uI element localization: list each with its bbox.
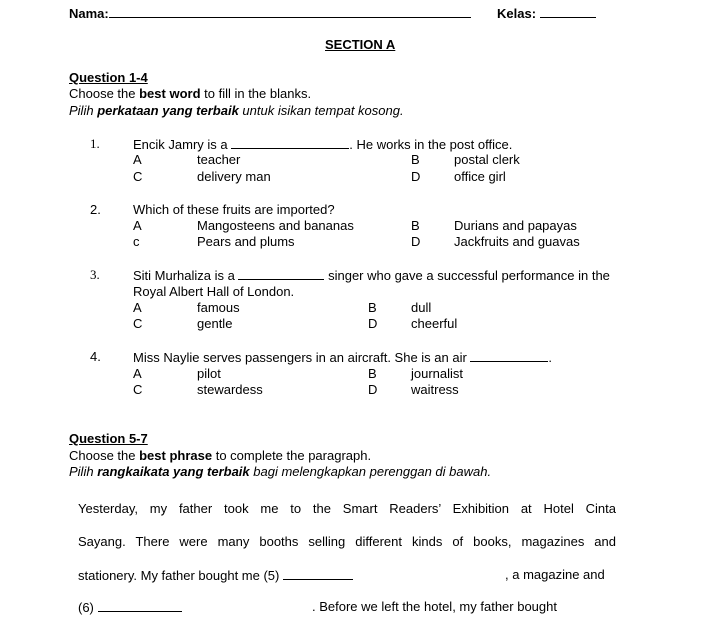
q2-option-b-letter: B <box>411 218 420 233</box>
q3-stem-post: singer who gave a successful performance in the <box>324 268 610 283</box>
section-title: SECTION A <box>325 37 396 52</box>
paragraph-line-3 <box>78 567 353 584</box>
q4-blank <box>470 349 548 362</box>
name-blank <box>109 5 471 18</box>
paragraph-line-1 <box>78 501 616 517</box>
q1-4-instruction-en <box>69 86 311 102</box>
blank-6 <box>98 599 182 612</box>
q3-stem-pre: Siti Murhaliza is a <box>133 268 239 283</box>
q2-option-a-text: Mangosteens and bananas <box>197 218 354 233</box>
q4-option-d-letter: D <box>368 382 378 397</box>
instr-ms-pre: Pilih <box>69 103 98 118</box>
q3-option-d-text: cheerful <box>411 316 458 331</box>
q5-7-instr-en-post: to complete the paragraph. <box>212 448 372 463</box>
q4-option-b-letter: B <box>368 366 377 381</box>
paragraph-line-2-text: Sayang. There were many booths selling different kinds of books, magazines and <box>78 534 616 549</box>
q1-option-d-text: office girl <box>454 169 506 184</box>
q2-option-c-text: Pears and plums <box>197 234 295 249</box>
question-3-number: 3. <box>90 267 100 282</box>
q5-7-instr-ms-pre: Pilih <box>69 464 98 479</box>
paragraph-line-4-pre: (6) <box>78 600 98 615</box>
q4-option-a-letter: A <box>133 366 142 381</box>
q5-7-instr-en-pre: Choose the <box>69 448 140 463</box>
question-1-number: 1. <box>90 136 100 151</box>
question-4-stem <box>133 349 552 366</box>
paragraph-line-2 <box>78 534 616 550</box>
name-field <box>69 5 471 22</box>
q4-option-b-text: journalist <box>411 366 464 381</box>
q1-stem-pre: Encik Jamry is a <box>133 137 232 152</box>
question-3-stem <box>133 267 610 284</box>
class-field <box>497 5 596 22</box>
question-4-number: 4. <box>90 349 101 364</box>
q1-option-b-text: postal clerk <box>454 152 520 167</box>
q2-option-d-text: Jackfruits and guavas <box>454 234 580 249</box>
q1-4-heading: Question 1-4 <box>69 70 148 85</box>
q3-option-a-text: famous <box>197 300 240 315</box>
q1-option-a-text: teacher <box>197 152 241 167</box>
q1-option-c-text: delivery man <box>197 169 271 184</box>
q5-7-instr-en-bold: best phrase <box>139 448 213 463</box>
instr-en-pre: Choose the <box>69 86 140 101</box>
q3-option-a-letter: A <box>133 300 142 315</box>
instr-en-bold: best word <box>139 86 201 101</box>
q4-option-a-text: pilot <box>197 366 221 381</box>
class-blank <box>540 5 596 18</box>
q5-7-instr-ms-post: bagi melengkapkan perenggan di bawah. <box>249 464 492 479</box>
q3-option-b-letter: B <box>368 300 377 315</box>
q2-option-c-letter: c <box>133 234 140 249</box>
q3-option-c-text: gentle <box>197 316 233 331</box>
paragraph-line-4-end: . Before we left the hotel, my father bought <box>312 599 557 614</box>
q1-stem-post: . He works in the post office. <box>349 137 513 152</box>
name-label: Nama: <box>69 6 109 21</box>
q1-blank <box>231 136 349 149</box>
q2-option-b-text: Durians and papayas <box>454 218 577 233</box>
paragraph-line-3-end: , a magazine and <box>505 567 605 582</box>
question-3-stem-line2: Royal Albert Hall of London. <box>133 284 295 299</box>
q3-option-b-text: dull <box>411 300 432 315</box>
q5-7-instruction-en <box>69 448 371 464</box>
q1-option-d-letter: D <box>411 169 421 184</box>
q4-option-d-text: waitress <box>411 382 459 397</box>
q3-option-d-letter: D <box>368 316 378 331</box>
q1-option-b-letter: B <box>411 152 420 167</box>
q3-blank <box>238 267 324 280</box>
blank-5 <box>283 567 353 580</box>
q4-option-c-letter: C <box>133 382 143 397</box>
q5-7-instruction-ms <box>69 464 491 480</box>
q1-option-c-letter: C <box>133 169 143 184</box>
question-2-number: 2. <box>90 202 101 217</box>
q4-stem-pre: Miss Naylie serves passengers in an aircraft. She is an air <box>133 350 471 365</box>
paragraph-line-3-pre: stationery. My father bought me (5) <box>78 568 283 583</box>
q2-option-d-letter: D <box>411 234 421 249</box>
q1-option-a-letter: A <box>133 152 142 167</box>
paragraph-line-1-text: Yesterday, my father took me to the Smart Readers’ Exhibition at Hotel Cinta <box>78 501 616 516</box>
q5-7-instr-ms-bold: rangkaikata yang terbaik <box>97 464 250 479</box>
q2-option-a-letter: A <box>133 218 142 233</box>
instr-ms-post: untuk isikan tempat kosong. <box>238 103 404 118</box>
instr-ms-bold: perkataan yang terbaik <box>97 103 239 118</box>
class-label: Kelas: <box>497 6 537 21</box>
q3-option-c-letter: C <box>133 316 143 331</box>
question-2-stem: Which of these fruits are imported? <box>133 202 335 217</box>
q4-option-c-text: stewardess <box>197 382 263 397</box>
q5-7-heading: Question 5-7 <box>69 431 148 446</box>
question-1-stem <box>133 136 512 153</box>
instr-en-post: to fill in the blanks. <box>200 86 312 101</box>
q1-4-instruction-ms <box>69 103 404 119</box>
paragraph-line-4 <box>78 599 182 616</box>
q4-stem-post: . <box>548 350 553 365</box>
